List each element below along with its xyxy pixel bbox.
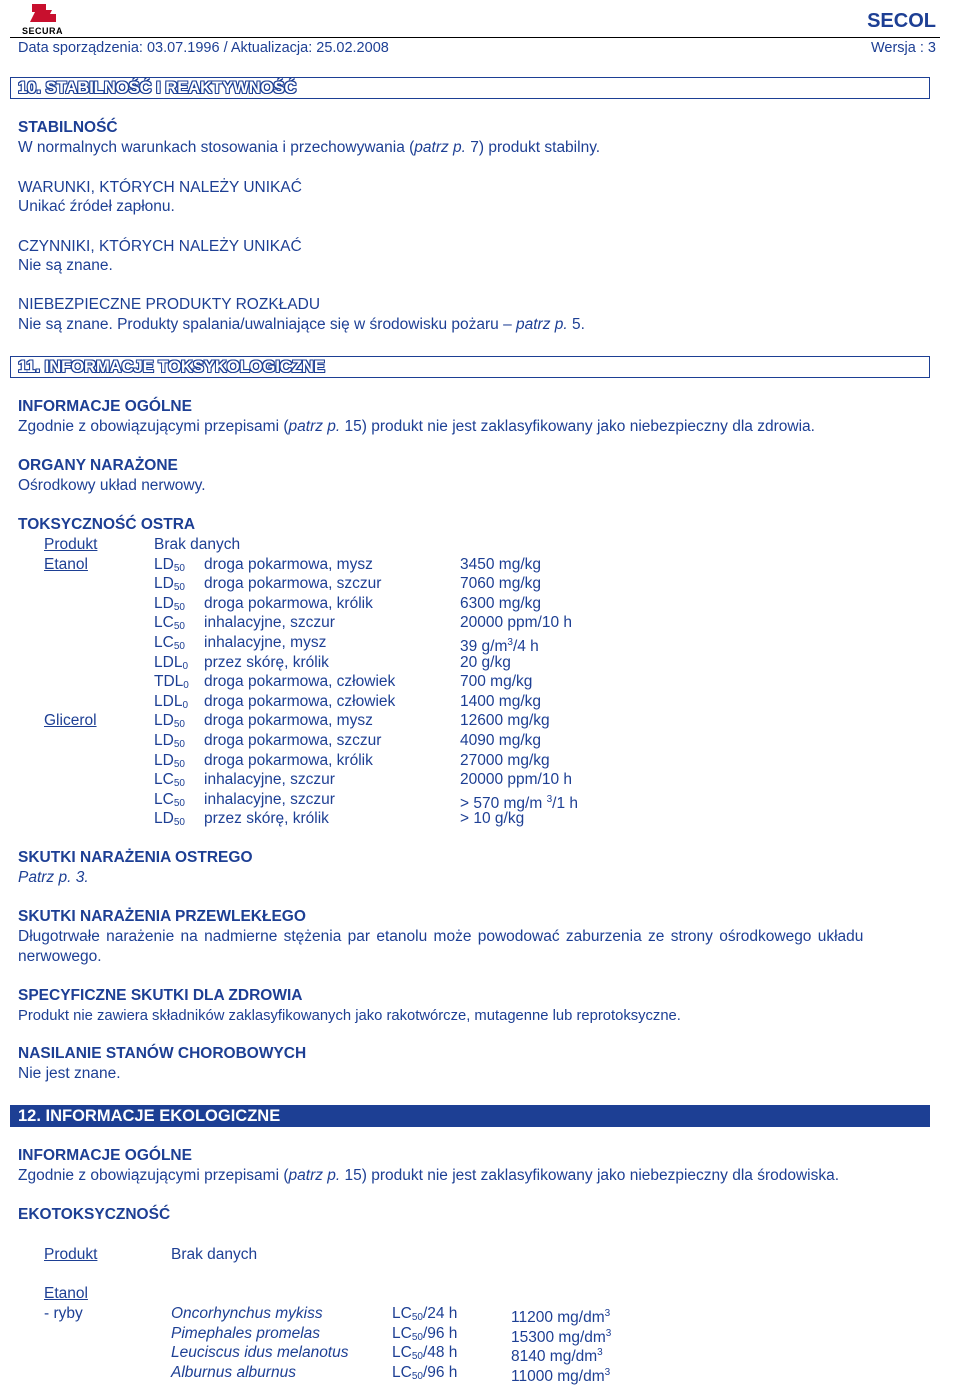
ecotox-table — [171, 1304, 651, 1385]
tox-row — [44, 613, 664, 633]
eco-indicator-label: LC — [392, 1324, 412, 1342]
tox-row — [44, 633, 664, 653]
tox-indicator-sub: 50 — [173, 817, 185, 829]
eco-indicator-sub: 50 — [411, 1312, 423, 1323]
tox-indicator — [154, 535, 240, 555]
tox-indicator-label: LD — [154, 575, 174, 593]
eco-general-text: Zgodnie z obowiązującymi przepisami (patrz p. 15) produkt nie jest zaklasyfikowany jako niebezpieczny dla środowiska. — [18, 1167, 840, 1184]
eco-indicator-label: LC — [392, 1363, 412, 1381]
eco-product-value: Brak danych — [171, 1246, 258, 1263]
section-10-title: 10. STABILNOŚĆ I REAKTYWNOŚĆ — [18, 79, 297, 97]
document-dates: Data sporządzenia: 03.07.1996 / Aktualizacja: 25.02.2008 — [18, 40, 389, 56]
tox-route: droga pokarmowa, królik — [204, 594, 373, 612]
eco-indicator-sub: 50 — [411, 1370, 423, 1382]
eco-value-sup: 3 — [604, 1366, 611, 1378]
acute-tox-heading: TOKSYCZNOŚĆ OSTRA — [18, 516, 196, 533]
tox-row — [44, 731, 664, 751]
eco-indicator — [392, 1363, 457, 1386]
tox-indicator-label: LD — [154, 594, 174, 612]
eco-product-label: Produkt — [44, 1246, 98, 1263]
eco-row — [171, 1343, 651, 1366]
eco-indicator-label: LC — [392, 1344, 412, 1362]
tox-value — [460, 653, 511, 673]
tox-indicator-label: LDL — [154, 692, 183, 710]
tox-indicator-sub: 50 — [173, 719, 185, 731]
tox-row — [44, 555, 664, 575]
eco-value-text: 15300 mg/dm — [511, 1328, 606, 1346]
tox-row — [44, 653, 664, 673]
tox-value-text: 39 g/m — [460, 637, 508, 655]
tox-value-text: 6300 mg/kg — [460, 594, 541, 612]
tox-indicator-sub: 0 — [182, 699, 188, 711]
eco-row — [171, 1363, 651, 1383]
eco-general-heading: INFORMACJE OGÓLNE — [18, 1147, 192, 1164]
tox-row — [44, 594, 664, 614]
ecotox-heading: EKOTOKSYCZNOŚĆ — [18, 1206, 171, 1223]
tox-indicator-sub: 50 — [173, 562, 185, 574]
tox-value-unit: /4 h — [512, 637, 539, 655]
tox-indicator-label: LC — [154, 790, 174, 808]
section-12-title: 12. INFORMACJE EKOLOGICZNE — [18, 1107, 281, 1125]
chronic-effects-heading: SKUTKI NARAŻENIA PRZEWLEKŁEGO — [18, 908, 306, 925]
tox-row — [44, 535, 664, 555]
section-11-banner — [10, 356, 930, 378]
document-version: Wersja : 3 — [870, 40, 936, 56]
tox-route: droga pokarmowa, królik — [204, 751, 373, 769]
tox-route: inhalacyjne, szczur — [204, 790, 335, 808]
tox-value-sup: 3 — [546, 793, 553, 805]
eco-value-sup: 3 — [604, 1308, 611, 1319]
tox-indicator-label: LD — [154, 751, 174, 769]
tox-value-text: 20 g/kg — [460, 653, 511, 671]
eco-species: Pimephales promelas — [171, 1324, 321, 1342]
tox-row — [44, 692, 664, 712]
tox-value-text: 7060 mg/kg — [460, 575, 541, 593]
specific-effects-text: Produkt nie zawiera składników zaklasyfikowanych jako rakotwórcze, mutagenne lub reprotoksyczne. — [18, 1008, 681, 1024]
tox-row — [44, 770, 664, 790]
eco-species: Oncorhynchus mykiss — [171, 1305, 323, 1322]
tox-value-text: 3450 mg/kg — [460, 555, 541, 573]
eco-indicator-sub: 50 — [411, 1331, 423, 1343]
secura-logo-icon — [22, 2, 68, 28]
tox-route: inhalacyjne, mysz — [204, 633, 327, 651]
tox-indicator-label: LD — [154, 731, 174, 749]
tox-value-sup: 3 — [507, 636, 513, 648]
chronic-effects-text-2: nerwowego. — [18, 948, 102, 965]
tox-indicator-label: Brak danych — [154, 536, 241, 553]
eco-value-sup: 3 — [597, 1347, 603, 1359]
tox-indicator-label: LC — [154, 614, 174, 632]
tox-value — [460, 613, 572, 633]
tox-value — [460, 692, 541, 712]
eco-time: /96 h — [422, 1324, 458, 1342]
tox-indicator-sub: 50 — [173, 797, 185, 809]
acute-effects-heading: SKUTKI NARAŻENIA OSTREGO — [18, 849, 253, 866]
eco-time: /96 h — [422, 1363, 458, 1381]
logo — [22, 2, 68, 38]
eco-value-text: 11200 mg/dm — [511, 1309, 605, 1326]
tox-value-text: 20000 ppm/10 h — [460, 771, 573, 789]
specific-effects-heading: SPECYFICZNE SKUTKI DLA ZDROWIA — [18, 987, 303, 1004]
tox-indicator-sub: 50 — [173, 778, 185, 790]
tox-indicator — [154, 809, 185, 833]
tox-row — [44, 790, 664, 810]
stability-heading: STABILNOŚĆ — [18, 119, 118, 136]
eco-indicator-label: LC — [392, 1305, 412, 1322]
tox-indicator-sub: 50 — [173, 582, 185, 594]
tox-route: droga pokarmowa, człowiek — [204, 692, 396, 710]
acute-effects-text: Patrz p. 3. — [18, 869, 89, 886]
tox-value — [460, 555, 541, 575]
tox-route: inhalacyjne, szczur — [204, 614, 335, 632]
tox-route: droga pokarmowa, mysz — [204, 555, 373, 573]
conditions-heading: WARUNKI, KTÓRYCH NALEŻY UNIKAĆ — [18, 179, 302, 196]
tox-indicator-sub: 0 — [183, 680, 189, 692]
tox-indicator-label: LC — [154, 633, 174, 651]
tox-route: przez skórę, królik — [204, 653, 329, 671]
organs-heading: ORGANY NARAŻONE — [18, 457, 178, 474]
tox-substance: Glicerol — [44, 712, 97, 730]
aggravation-text: Nie jest znane. — [18, 1065, 121, 1082]
tox-indicator-sub: 50 — [173, 601, 185, 613]
acute-tox-table — [44, 535, 664, 829]
chronic-effects-text-1: Długotrwałe narażenie na nadmierne stężenia par etanolu może powodować zaburzenia ze strony ośrodkowego układu — [18, 928, 864, 945]
section-10-banner — [10, 77, 930, 99]
eco-indicator-sub: 50 — [411, 1351, 423, 1363]
stability-text: W normalnych warunkach stosowania i przechowywania (patrz p. 7) produkt stabilny. — [18, 139, 601, 156]
tox-value — [460, 594, 541, 614]
tox-value-text: 12600 mg/kg — [460, 712, 550, 730]
tox-value-text: 20000 ppm/10 h — [460, 614, 573, 632]
tox-route: inhalacyjne, szczur — [204, 771, 335, 789]
tox-indicator-label: LC — [154, 771, 174, 789]
tox-indicator-label: LDL — [154, 653, 183, 671]
tox-indicator-sub: 0 — [182, 660, 188, 672]
tox-row — [44, 574, 664, 594]
tox-indicator-label: LD — [154, 712, 174, 730]
tox-value-text: > 570 mg/m — [460, 794, 547, 812]
tox-indicator-label: LD — [154, 810, 174, 828]
header-rule — [10, 37, 940, 38]
tox-route: droga pokarmowa, szczur — [204, 731, 382, 749]
tox-value — [460, 731, 541, 751]
tox-indicator-label: LD — [154, 555, 174, 573]
tox-indicator-sub: 50 — [173, 758, 185, 770]
tox-value-text: 1400 mg/kg — [460, 692, 541, 710]
tox-indicator-sub: 50 — [173, 621, 185, 633]
conditions-text: Unikać źródeł zapłonu. — [18, 198, 175, 215]
tox-substance: Produkt — [44, 536, 98, 553]
eco-species: Alburnus alburnus — [171, 1363, 296, 1381]
tox-value — [460, 809, 524, 829]
tox-value — [460, 574, 541, 594]
logo-text: SECURA — [22, 26, 64, 36]
tox-general-text: Zgodnie z obowiązującymi przepisami (patrz p. 15) produkt nie jest zaklasyfikowany jako niebezpieczny dla zdrowia. — [18, 418, 815, 435]
eco-row — [171, 1304, 651, 1324]
tox-value — [460, 751, 550, 771]
eco-species: Leuciscus idus melanotus — [171, 1344, 349, 1362]
tox-indicator-sub: 50 — [173, 738, 185, 750]
eco-value-text: 8140 mg/dm — [511, 1348, 598, 1366]
tox-value — [460, 711, 550, 731]
tox-row — [44, 751, 664, 771]
eco-time: /24 h — [422, 1305, 458, 1322]
eco-etanol-label: Etanol — [44, 1285, 88, 1302]
tox-route: droga pokarmowa, mysz — [204, 712, 373, 730]
tox-general-heading: INFORMACJE OGÓLNE — [18, 398, 192, 415]
tox-substance: Etanol — [44, 555, 88, 573]
eco-row — [171, 1324, 651, 1344]
eco-value — [511, 1363, 610, 1386]
tox-value-text: 700 mg/kg — [460, 673, 533, 691]
tox-indicator-sub: 50 — [173, 640, 185, 652]
tox-value-unit: /1 h — [552, 794, 579, 812]
eco-group-label: - ryby — [44, 1305, 83, 1322]
eco-value-sup: 3 — [605, 1327, 612, 1339]
tox-route: przez skórę, królik — [204, 810, 329, 828]
section-11-title: 11. INFORMACJE TOKSYKOLOGICZNE — [18, 358, 325, 376]
organs-text: Ośrodkowy układ nerwowy. — [18, 477, 206, 494]
tox-route: droga pokarmowa, człowiek — [204, 673, 396, 691]
eco-value-text: 11000 mg/dm — [511, 1367, 605, 1385]
tox-route: droga pokarmowa, szczur — [204, 575, 382, 593]
tox-value-text: > 10 g/kg — [460, 810, 525, 828]
tox-value — [460, 672, 532, 692]
tox-value — [460, 770, 572, 790]
aggravation-heading: NASILANIE STANÓW CHOROBOWYCH — [18, 1045, 307, 1062]
section-12-banner — [10, 1105, 930, 1127]
tox-row — [44, 711, 664, 731]
tox-indicator-label: TDL — [154, 673, 184, 691]
materials-heading: CZYNNIKI, KTÓRYCH NALEŻY UNIKAĆ — [18, 238, 302, 255]
materials-text: Nie są znane. — [18, 257, 113, 274]
decomposition-text: Nie są znane. Produkty spalania/uwalniające się w środowisku pożaru – patrz p. 5. — [18, 316, 585, 333]
decomposition-heading: NIEBEZPIECZNE PRODUKTY ROZKŁADU — [18, 296, 321, 313]
tox-row — [44, 809, 664, 829]
tox-row — [44, 672, 664, 692]
eco-time: /48 h — [422, 1344, 458, 1362]
tox-value-text: 4090 mg/kg — [460, 731, 541, 749]
product-name: SECOL — [867, 10, 936, 32]
tox-value-text: 27000 mg/kg — [460, 751, 550, 769]
